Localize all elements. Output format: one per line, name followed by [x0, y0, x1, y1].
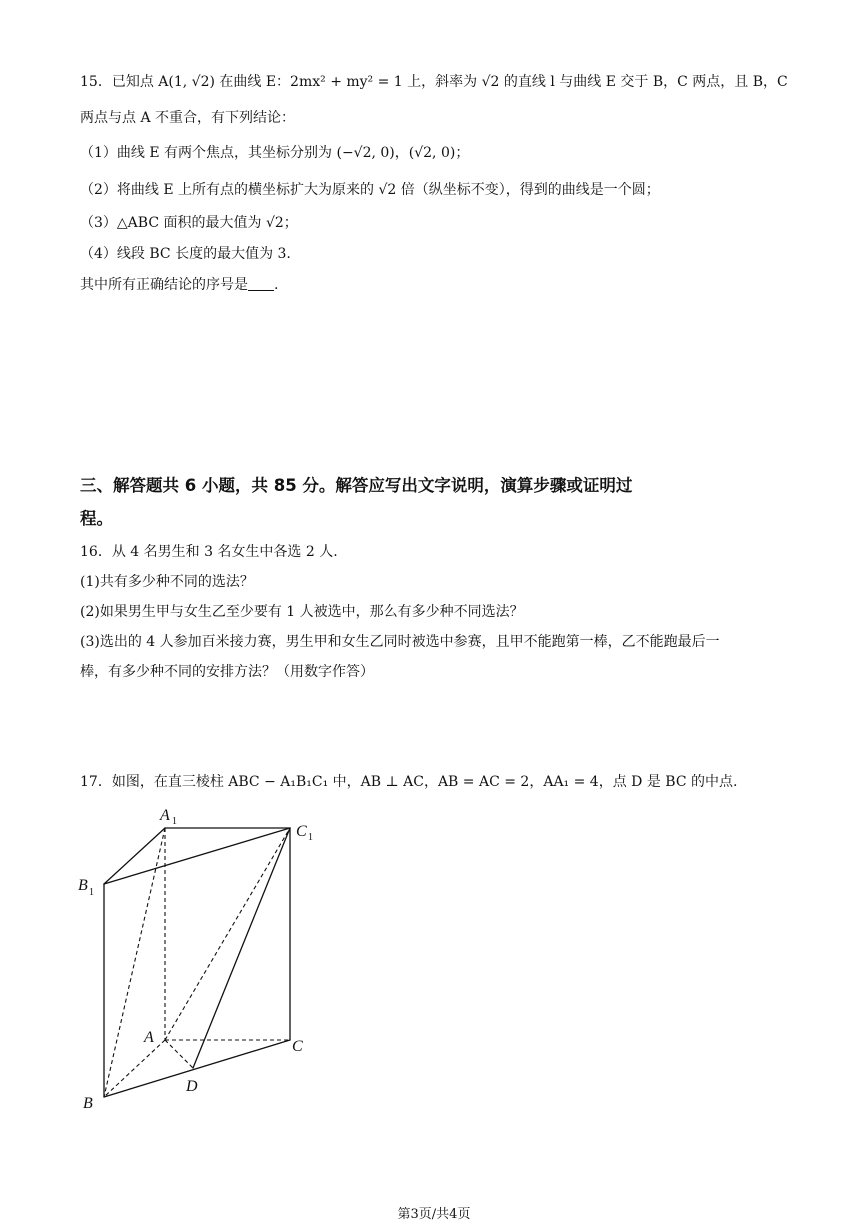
section-3-title-line-1: 三、解答题共 6 小题，共 85 分。解答应写出文字说明，演算步骤或证明过: [80, 476, 633, 495]
label-c1: C: [296, 823, 307, 840]
q16-part-3-continued: 棒，有多少种不同的安排方法？（用数字作答）: [80, 664, 374, 680]
q15-stem-continued: 两点与点 A 不重合，有下列结论：: [80, 110, 296, 126]
section-3-title-line-2: 程。: [80, 509, 113, 528]
q16-stem: 16．从 4 名男生和 3 名女生中各选 2 人.: [80, 544, 338, 560]
q15-item-3: （3）△ABC 面积的最大值为 √2；: [80, 215, 298, 231]
q15-item-1: （1）曲线 E 有两个焦点，其坐标分别为 (−√2, 0)，(√2, 0)；: [80, 145, 470, 161]
q15-item-4: （4）线段 BC 长度的最大值为 3.: [80, 246, 291, 262]
prism-diagram: [70, 800, 320, 1120]
label-b1-subscript: 1: [89, 887, 94, 898]
prism-figure: [70, 800, 320, 1120]
label-a1-subscript: 1: [172, 816, 177, 827]
q15-item-2: （2）将曲线 E 上所有点的横坐标扩大为原来的 √2 倍（纵坐标不变），得到的曲线是一个圆；: [80, 182, 660, 198]
label-d: D: [186, 1078, 198, 1095]
segment-c1-d: [193, 828, 290, 1068]
q15-stem: 15．已知点 A(1, √2) 在曲线 E：2mx² + my² = 1 上，斜率为 √2 的直线 l 与曲线 E 交于 B，C 两点，且 B，C: [80, 74, 788, 90]
hidden-segment-a-d: [165, 1040, 193, 1068]
label-c: C: [292, 1038, 303, 1055]
q17-stem: 17．如图，在直三棱柱 ABC − A₁B₁C₁ 中，AB ⊥ AC，AB = AC = 2，AA₁ = 4，点 D 是 BC 的中点.: [80, 774, 738, 790]
q15-question-end: .: [274, 277, 279, 293]
label-c1-subscript: 1: [308, 832, 313, 843]
label-a: A: [144, 1029, 154, 1046]
answer-blank: [248, 276, 274, 291]
q16-part-1: (1)共有多少种不同的选法？: [80, 574, 254, 590]
edge-a1-b1: [104, 828, 165, 884]
page-number: 第3页/共4页: [397, 1207, 471, 1222]
q15-question-text: 其中所有正确结论的序号是: [80, 277, 248, 293]
label-a1: A: [160, 807, 170, 824]
q16-part-3: (3)选出的 4 人参加百米接力赛，男生甲和女生乙同时被选中参赛，且甲不能跑第一棒，乙不能跑最后一: [80, 634, 720, 650]
hidden-edge-a-b: [104, 1040, 165, 1097]
q16-part-2: (2)如果男生甲与女生乙至少要有 1 人被选中，那么有多少种不同选法？: [80, 604, 524, 620]
q15-question: [80, 275, 278, 295]
label-b1: B: [78, 877, 88, 894]
label-b: B: [83, 1095, 93, 1112]
